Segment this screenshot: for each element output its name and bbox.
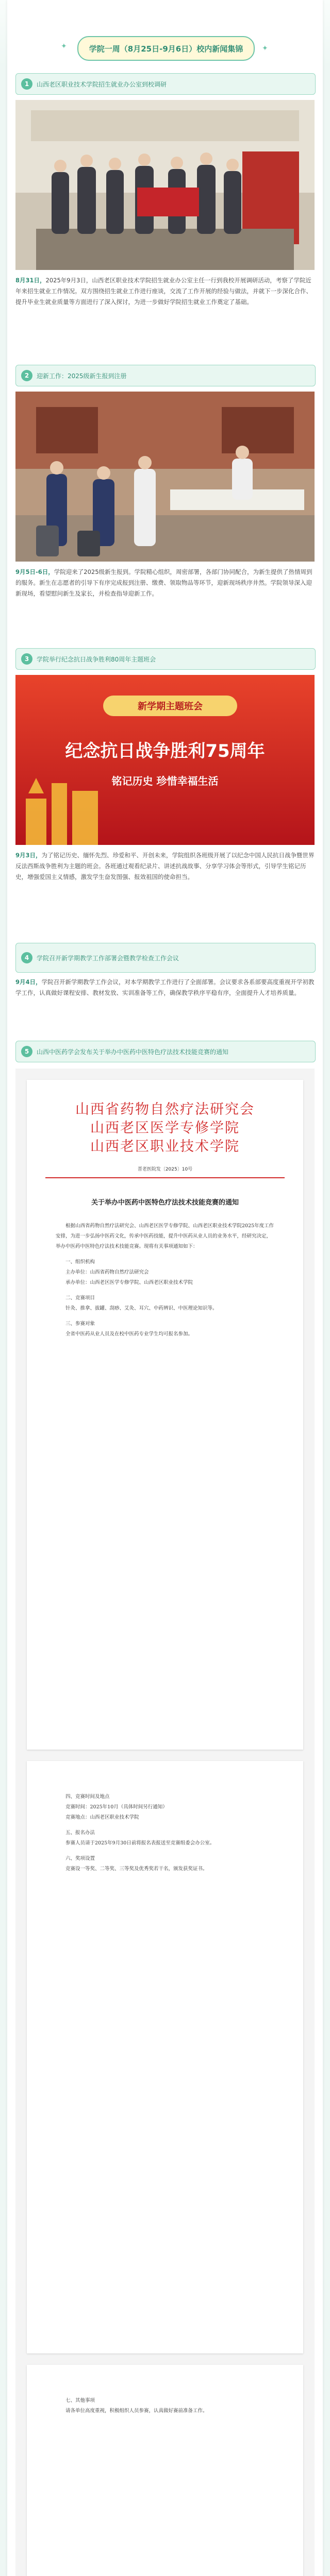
section-number: 2 [21,370,32,381]
paragraph-text: 为了铭记历史、缅怀先烈、珍爱和平、开创未来，学院组织各班级开展了以纪念中国人民抗日战争暨世界反法西斯战争胜利为主题的班会。各班通过观看纪录片、讲述抗战故事、分享学习体会等形式，引导学生铭记历史，增强爱国主义情感，激发学生奋发图强、报效祖国的使命担当。 [15,852,315,880]
banner-theme-class [15,675,315,845]
document-line: 针灸、推拿、拔罐、刮痧、艾灸、耳穴、中药辨识、中医理论知识等。 [65,1306,218,1311]
red-rule [45,1177,285,1178]
document-line: 竞赛时间：2025年10月（具体时间另行通知） [65,1804,168,1810]
star-icon: ✦ [61,42,67,50]
star-icon: ✦ [262,44,268,53]
paragraph-text: 2025年9月3日，山西老区职业技术学院招生就业办公室主任一行到我校开展调研活动，考察了学院近年来招生就业工作情况。双方围绕招生就业工作进行座谈，交流了工作开展的经验与做法，并就下一步深化合作、提升毕业生就业质量等方面进行了深入探讨，为进一步做好学院招生就业工作奠定了基础。 [15,277,312,306]
document-section-heading: 二、竞赛项目 [65,1295,95,1301]
section-paragraph [15,567,315,599]
section-bar-1 [15,73,316,95]
document-intro: 根据山西省药物自然疗法研究会、山西老区医学专修学院、山西老区职业技术学院2025年度工作安排，为进一步弘扬中医药文化，传承中医药技能，提升中医药从业人员的业务水平，经研究决定，举办中医药中医特色疗法技术技能竞赛。现将有关事项通知如下： [56,1223,274,1249]
paragraph-text: 学院召开新学期教学工作会议，对本学期教学工作进行了全面部署。会议要求各系部要高度重视开学初教学工作，认真做好课程安排、教材发放、实训准备等工作，确保教学秩序平稳有序，全面提升人才培养质量。 [15,978,315,996]
section-heading: 山西老区职业技术学院招生就业办公室到校调研 [37,80,167,88]
section-heading: 学院举行纪念抗日战争胜利80周年主题班会 [37,655,156,663]
section-paragraph [15,977,315,998]
document-line: 承办单位：山西老区医学专修学院、山西老区职业技术学院 [65,1280,193,1285]
document-section-heading: 六、奖项设置 [65,1856,95,1861]
document-number: 晋老医院发〔2025〕10号 [137,1167,193,1172]
document-page-3 [27,2365,303,2576]
document-section-heading: 七、其他事项 [65,2398,95,2403]
document-title: 关于举办中医药中医特色疗法技术技能竞赛的通知 [91,1199,239,1207]
section-number: 5 [21,1046,32,1057]
section-heading: 学院召开新学期教学工作部署会暨教学检查工作会议 [37,954,179,962]
document-line: 参赛人员请于2025年9月30日前将报名表报送至竞赛组委会办公室。 [65,1840,215,1846]
document-page-2 [27,1761,303,2353]
banner-title: 纪念抗日战争胜利75周年 [65,741,265,761]
issuer-name-2: 山西老区医学专修学院 [90,1120,240,1136]
photo-group-meeting [15,100,315,270]
section-number: 3 [21,653,32,665]
banner-subtitle: 新学期主题班会 [138,701,203,712]
photo-registration [15,392,315,562]
document-section-heading: 一、组织机构 [65,1259,95,1265]
issuer-name-1: 山西省药物自然疗法研究会 [75,1101,255,1117]
section-number: 1 [21,78,32,90]
paragraph-text: 学院迎来了2025级新生报到。学院精心组织，周密部署，各部门协同配合，为新生提供了热情周到的服务。新生在志愿者的引导下有序完成报到注册、缴费、领取物品等环节，迎新现场秩序井然。学院领导深入迎新现场，看望慰问新生及家长，并检查指导迎新工作。 [15,568,312,597]
paragraph-lead: 9月3日， [15,852,42,859]
document-section-heading: 四、竞赛时间及地点 [65,1794,110,1800]
document-line: 主办单位：山西省药物自然疗法研究会 [65,1269,149,1275]
document-line: 请各单位高度重视，积极组织人员参赛，认真做好赛前准备工作。 [65,2408,208,2414]
document-line: 竞赛设一等奖、二等奖、三等奖及优秀奖若干名，颁发获奖证书。 [65,1866,208,1872]
banner-tagline: 铭记历史 珍惜幸福生活 [111,775,219,787]
section-bar-2 [15,365,316,386]
document-section-heading: 五、报名办法 [65,1830,95,1836]
section-paragraph [15,275,315,308]
document-page-1 [27,1080,303,1750]
section-number: 4 [21,952,32,963]
page-title: 学院一周（8月25日-9月6日）校内新闻集锦 [77,36,255,61]
document-line: 竞赛地点：山西老区职业技术学院 [65,1815,139,1820]
section-heading: 迎新工作：2025级新生报到注册 [37,372,127,380]
notice-document [15,1069,315,2576]
document-section-heading: 三、参赛对象 [65,1321,95,1327]
section-paragraph [15,850,315,883]
section-heading: 山西中医药学会发布关于举办中医药中医特色疗法技术技能竞赛的通知 [37,1048,229,1056]
issuer-name-3: 山西老区职业技术学院 [90,1139,240,1155]
paragraph-lead: 8月31日， [15,277,46,284]
section-bar-4 [15,943,316,973]
document-line: 全省中医药从业人员及在校中医药专业学生均可报名参加。 [65,1331,193,1337]
paragraph-lead: 9月5日-6日， [15,568,54,575]
paragraph-lead: 9月4日， [15,978,42,986]
section-bar-3 [15,648,316,670]
section-bar-5 [15,1041,316,1062]
